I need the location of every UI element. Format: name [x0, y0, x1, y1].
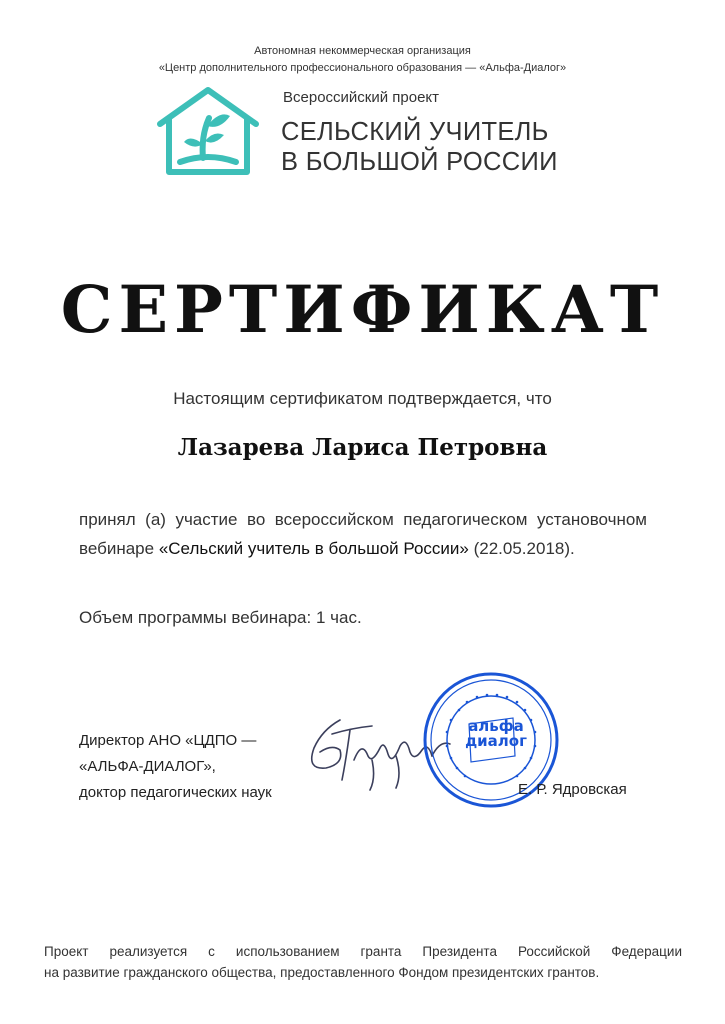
- project-title-line-1: СЕЛЬСКИЙ УЧИТЕЛЬ: [281, 118, 549, 146]
- signatory-line-2: «АЛЬФА-ДИАЛОГ»,: [79, 758, 216, 775]
- stamp-text-line-2: диалог: [465, 732, 527, 750]
- footer-note: [44, 941, 682, 983]
- organization-line-2: «Центр дополнительного профессионального образования — «Альфа-Диалог»: [158, 62, 567, 74]
- webinar-title: «Сельский учитель в большой России»: [158, 539, 469, 558]
- signatory-title: [79, 728, 272, 806]
- program-volume: Объем программы вебинара: 1 час.: [79, 608, 362, 627]
- house-sprout-icon: [156, 86, 260, 180]
- confirmation-text: Настоящим сертификатом подтверждается, что: [173, 389, 552, 408]
- participation-prefix: принял (а) участие во всероссийском педагогическом установочном вебинаре: [79, 510, 647, 558]
- signatory-line-3: доктор педагогических наук: [79, 784, 272, 801]
- project-subtitle: Всероссийский проект: [283, 89, 440, 106]
- project-title: [281, 117, 558, 177]
- webinar-date: (22.05.2018).: [473, 539, 575, 558]
- certificate-title: СЕРТИФИКАТ: [60, 272, 665, 348]
- organization-line-1: Автономная некоммерческая организация: [254, 45, 471, 57]
- stamp-text-line-1: альфа: [468, 717, 524, 735]
- participation-paragraph: [79, 505, 647, 563]
- recipient-name: Лазарева Лариса Петровна: [177, 434, 548, 461]
- signatory-name: Е. Р. Ядровская: [518, 781, 627, 798]
- project-title-line-2: В БОЛЬШОЙ РОССИИ: [281, 148, 558, 176]
- footer-line-2: на развитие гражданского общества, предоставленного Фондом президентских грантов.: [44, 965, 600, 980]
- stamp-label: [456, 719, 536, 749]
- signatory-line-1: Директор АНО «ЦДПО —: [79, 732, 257, 749]
- footer-line-1: Проект реализуется с использованием гранта Президента Российской Федерации: [44, 944, 682, 959]
